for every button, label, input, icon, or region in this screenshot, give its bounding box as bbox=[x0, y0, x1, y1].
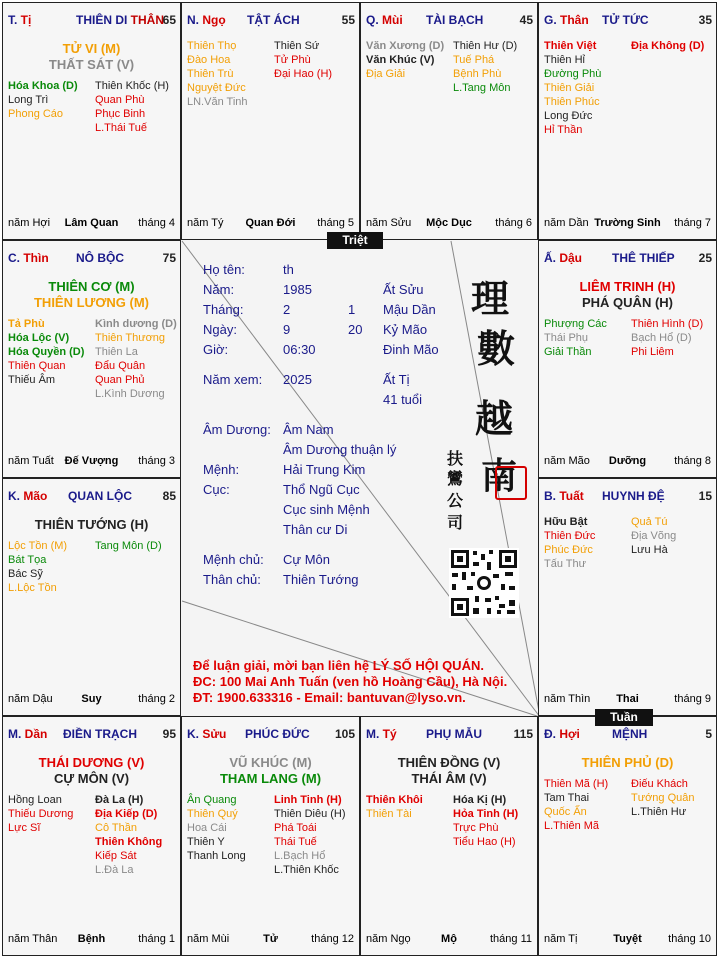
day-label: Ngày: bbox=[203, 322, 237, 337]
palace-cell bbox=[360, 716, 538, 956]
minor-star: Đào Hoa bbox=[187, 54, 231, 66]
minor-star: Thiên Y bbox=[187, 836, 225, 848]
palace-month: tháng 11 bbox=[489, 933, 532, 945]
palace-name: THIÊN DI THÂN bbox=[76, 13, 165, 27]
palace-branch: Đ. Hợi bbox=[544, 727, 580, 741]
palace-stage: Quan Đới bbox=[245, 217, 296, 229]
minor-star: Địa Kiếp (D) bbox=[95, 808, 158, 820]
main-stars bbox=[3, 41, 180, 73]
palace-name: TÀI BẠCH bbox=[426, 13, 484, 27]
minor-star: Địa Võng bbox=[631, 530, 677, 542]
palace-header bbox=[187, 13, 355, 29]
palace-year: năm Tý bbox=[187, 217, 224, 229]
minor-star: L.Thái Tuế bbox=[95, 122, 147, 134]
palace-cell bbox=[538, 716, 717, 956]
minor-star: Phong Cáo bbox=[8, 108, 64, 120]
minor-star: Điếu Khách bbox=[631, 778, 688, 790]
year-value: 1985 bbox=[283, 282, 312, 297]
minor-star: Đẩu Quân bbox=[95, 360, 146, 372]
cuc-value: Thổ Ngũ Cục bbox=[283, 482, 360, 497]
minor-star: Giải Thần bbox=[544, 346, 592, 358]
minor-star: L.Đà La bbox=[95, 864, 134, 876]
main-star: THÁI DƯƠNG (V) bbox=[38, 755, 145, 770]
palace-year: năm Dần bbox=[544, 217, 589, 229]
minor-star: Thái Phụ bbox=[544, 332, 589, 344]
stars-left bbox=[8, 79, 78, 121]
calligraphy-char-1: 理 bbox=[471, 276, 510, 321]
palace-footer bbox=[187, 217, 354, 231]
hour-can: Đinh Mão bbox=[383, 342, 439, 357]
minor-star: Thiên La bbox=[95, 346, 138, 358]
palace-name: TẬT ÁCH bbox=[247, 13, 300, 27]
stars-left bbox=[366, 39, 444, 81]
palace-year: năm Mão bbox=[544, 455, 590, 467]
palace-number: 85 bbox=[162, 489, 176, 503]
palace-name: PHỤ MẪU bbox=[426, 727, 482, 741]
footer-line-2: ĐC: 100 Mai Anh Tuấn (ven hồ Hoàng Cầu), Hà Nội. bbox=[193, 674, 508, 689]
palace-stage: Thai bbox=[616, 693, 639, 705]
minor-star: Hoa Cái bbox=[187, 822, 227, 834]
minor-star: Hóa Kị (H) bbox=[453, 794, 507, 806]
minor-star: Phá Toái bbox=[274, 822, 317, 834]
palace-month: tháng 1 bbox=[138, 933, 175, 945]
palace-branch: M. Dần bbox=[8, 727, 48, 741]
stars-right bbox=[631, 39, 704, 53]
palace-branch: Q. Mùi bbox=[366, 13, 403, 27]
minor-star: Thiên Sứ bbox=[274, 40, 320, 52]
palace-month: tháng 7 bbox=[674, 217, 711, 229]
palace-name: NÔ BỘC bbox=[76, 251, 124, 265]
minor-star: Tử Phù bbox=[274, 54, 311, 66]
minor-star: Văn Xương (D) bbox=[366, 40, 445, 52]
main-star: THẤT SÁT (V) bbox=[48, 57, 135, 72]
year-label: Năm: bbox=[203, 282, 235, 297]
minor-star: Hóa Khoa (D) bbox=[8, 80, 78, 92]
palace-header bbox=[8, 13, 176, 29]
minor-star: Cô Thần bbox=[95, 822, 137, 834]
minor-star: Đường Phù bbox=[544, 68, 602, 80]
stars-right bbox=[631, 317, 703, 359]
main-star: THIÊN PHỦ (D) bbox=[581, 755, 674, 770]
main-star: THIÊN LƯƠNG (M) bbox=[33, 295, 150, 310]
stars-left bbox=[544, 39, 601, 137]
palace-header bbox=[187, 727, 355, 743]
minor-star: Hóa Lộc (V) bbox=[8, 332, 70, 344]
than-cu-note: Thân cư Di bbox=[283, 522, 348, 537]
day-can: Kỷ Mão bbox=[383, 322, 428, 337]
palace-stage: Dưỡng bbox=[608, 455, 647, 467]
palace-footer bbox=[544, 455, 711, 469]
palace-header bbox=[544, 489, 712, 505]
minor-star: Thiên Việt bbox=[544, 40, 597, 52]
minor-star: Hóa Quyền (D) bbox=[8, 346, 85, 358]
stars-left bbox=[544, 515, 595, 571]
stars-left bbox=[187, 793, 246, 863]
menh-chu-label: Mệnh chủ: bbox=[203, 552, 264, 567]
stars-right bbox=[95, 793, 162, 877]
palace-footer bbox=[544, 217, 711, 231]
palace-footer bbox=[366, 933, 532, 947]
palace-year: năm Thìn bbox=[544, 693, 591, 705]
minor-star: L.Tang Môn bbox=[453, 82, 511, 94]
tuan-tag: Tuần bbox=[595, 709, 653, 726]
palace-name: HUYNH ĐỆ bbox=[602, 489, 665, 503]
palace-footer bbox=[544, 933, 711, 947]
main-star: THÁI ÂM (V) bbox=[411, 771, 487, 786]
minor-star: L.Lộc Tồn bbox=[8, 582, 57, 594]
palace-year: năm Tị bbox=[544, 933, 578, 945]
minor-star: Phi Liêm bbox=[631, 346, 674, 358]
day-lunar: 20 bbox=[348, 322, 363, 337]
palace-footer bbox=[8, 933, 175, 947]
palace-name: THÊ THIẾP bbox=[612, 251, 675, 265]
palace-month: tháng 9 bbox=[674, 693, 711, 705]
palace-header bbox=[366, 13, 533, 29]
palace-branch: M. Tý bbox=[366, 727, 397, 741]
palace-year: năm Tuất bbox=[8, 455, 54, 467]
minor-star: Thiên Hình (D) bbox=[631, 318, 704, 330]
main-star: CỰ MÔN (V) bbox=[53, 771, 130, 786]
minor-star: Nguyệt Đức bbox=[187, 82, 246, 94]
minor-star: Thiên Phúc bbox=[544, 96, 600, 108]
calligraphy-small-4: 司 bbox=[447, 513, 464, 532]
main-star: TỬ VI (M) bbox=[62, 41, 121, 56]
main-star: PHÁ QUÂN (H) bbox=[582, 295, 673, 310]
palace-number: 5 bbox=[705, 727, 712, 741]
minor-star: Tam Thai bbox=[544, 792, 590, 804]
palace-number: 75 bbox=[162, 251, 176, 265]
palace-cell bbox=[2, 2, 181, 240]
minor-star: Bát Tọa bbox=[8, 554, 47, 566]
minor-star: Bệnh Phù bbox=[453, 68, 502, 80]
menh-label: Mệnh: bbox=[203, 462, 240, 477]
than-chu-label: Thân chủ: bbox=[203, 572, 261, 587]
minor-star: Quan Phù bbox=[95, 94, 145, 106]
minor-star: Thiên Không bbox=[95, 836, 163, 848]
palace-stage: Tử bbox=[263, 933, 278, 945]
main-stars bbox=[361, 755, 537, 787]
palace-year: năm Dậu bbox=[8, 693, 53, 705]
palace-number: 55 bbox=[341, 13, 355, 27]
minor-star: Thiên Khốc (H) bbox=[95, 80, 169, 92]
palace-footer bbox=[8, 455, 175, 469]
palace-number: 65 bbox=[162, 13, 176, 27]
menh-chu-value: Cự Môn bbox=[283, 552, 330, 567]
minor-star: Thái Tuế bbox=[274, 836, 317, 848]
minor-star: Quan Phủ bbox=[95, 374, 145, 386]
minor-star: Long Trì bbox=[8, 94, 49, 106]
palace-cell bbox=[181, 716, 360, 956]
month-lunar: 1 bbox=[348, 302, 356, 317]
main-stars bbox=[182, 755, 359, 787]
month-can: Mậu Dần bbox=[383, 302, 436, 317]
minor-star: Thiên Diêu (H) bbox=[274, 808, 346, 820]
minor-star: Kình dương (D) bbox=[95, 318, 177, 330]
minor-star: Hữu Bật bbox=[544, 516, 588, 528]
cuc-note: Cục sinh Mệnh bbox=[283, 502, 370, 517]
palace-year: năm Mùi bbox=[187, 933, 230, 945]
minor-star: Phúc Đức bbox=[544, 544, 593, 556]
minor-star: Lưu Hà bbox=[631, 544, 668, 556]
minor-star: Quả Tú bbox=[631, 516, 668, 528]
minor-star: Thiên Trù bbox=[187, 68, 234, 80]
palace-stage: Trường Sinh bbox=[594, 217, 661, 229]
minor-star: Bác Sỹ bbox=[8, 568, 43, 580]
amduong-label: Âm Dương: bbox=[203, 422, 271, 437]
calligraphy-char-2: 數 bbox=[477, 326, 516, 371]
palace-header bbox=[544, 13, 712, 29]
palace-stage: Tuyệt bbox=[613, 933, 642, 945]
year-can: Ất Sửu bbox=[383, 282, 424, 297]
main-star: VŨ KHÚC (M) bbox=[229, 755, 312, 770]
minor-star: Lực Sĩ bbox=[8, 822, 41, 834]
minor-star: L.Thiên Hư bbox=[631, 806, 687, 818]
palace-year: năm Sửu bbox=[366, 217, 412, 229]
calligraphy-char-3: 越 bbox=[475, 396, 514, 441]
palace-number: 45 bbox=[519, 13, 533, 27]
minor-star: Thiên Mã (H) bbox=[544, 778, 609, 790]
palace-year: năm Hợi bbox=[8, 217, 51, 229]
minor-star: Thiên Hư (D) bbox=[453, 40, 518, 52]
calligraphy-char-4: 南 bbox=[481, 455, 518, 497]
minor-star: Hồng Loan bbox=[8, 794, 62, 806]
palace-cell bbox=[2, 716, 181, 956]
calligraphy-small-2: 鸞 bbox=[447, 469, 464, 488]
palace-header bbox=[8, 489, 176, 505]
minor-star: Ân Quang bbox=[187, 794, 237, 806]
minor-star: Văn Khúc (V) bbox=[366, 54, 435, 66]
minor-star: Phục Binh bbox=[95, 108, 146, 120]
minor-star: Địa Giải bbox=[366, 68, 406, 80]
stars-right bbox=[631, 777, 695, 819]
stars-right bbox=[453, 793, 518, 849]
palace-number: 25 bbox=[698, 251, 712, 265]
main-star: THAM LANG (M) bbox=[219, 771, 322, 786]
palace-branch: K. Sửu bbox=[187, 727, 227, 741]
palace-footer bbox=[544, 693, 711, 707]
minor-star: L.Kình Dương bbox=[95, 388, 165, 400]
stars-left bbox=[544, 317, 607, 359]
red-seal bbox=[495, 466, 527, 500]
stars-left bbox=[187, 39, 248, 109]
palace-cell bbox=[181, 2, 360, 240]
palace-footer bbox=[187, 933, 354, 947]
palace-branch: B. Tuất bbox=[544, 489, 584, 503]
main-star: THIÊN ĐỒNG (V) bbox=[397, 755, 501, 770]
palace-month: tháng 10 bbox=[668, 933, 711, 945]
minor-star: Long Đức bbox=[544, 110, 593, 122]
minor-star: LN.Văn Tinh bbox=[187, 96, 248, 108]
hour-label: Giờ: bbox=[203, 342, 229, 357]
than-chu-value: Thiên Tướng bbox=[283, 572, 359, 587]
stars-right bbox=[453, 39, 517, 95]
palace-footer bbox=[8, 693, 175, 707]
palace-name: PHÚC ĐỨC bbox=[245, 727, 310, 741]
minor-star: Linh Tinh (H) bbox=[274, 794, 342, 806]
main-stars bbox=[3, 279, 180, 311]
palace-month: tháng 8 bbox=[674, 455, 711, 467]
palace-cell bbox=[538, 2, 717, 240]
minor-star: Tang Môn (D) bbox=[95, 540, 162, 552]
minor-star: Thiên Quý bbox=[187, 808, 238, 820]
palace-number: 15 bbox=[698, 489, 712, 503]
palace-name: MỆNH bbox=[612, 727, 648, 741]
main-stars bbox=[3, 517, 180, 533]
view-year-value: 2025 bbox=[283, 372, 312, 387]
triet-tag: Triệt bbox=[327, 232, 383, 249]
day-value: 9 bbox=[283, 322, 291, 337]
view-year-label: Năm xem: bbox=[203, 372, 263, 387]
palace-number: 35 bbox=[698, 13, 712, 27]
minor-star: Kiếp Sát bbox=[95, 850, 137, 862]
amduong-value: Âm Nam bbox=[283, 422, 334, 437]
minor-star: Hỏa Tinh (H) bbox=[453, 808, 519, 820]
palace-month: tháng 5 bbox=[317, 217, 354, 229]
center-info bbox=[181, 240, 538, 716]
minor-star: Phượng Các bbox=[544, 318, 607, 330]
palace-month: tháng 12 bbox=[311, 933, 354, 945]
palace-branch: C. Thìn bbox=[8, 251, 49, 265]
minor-star: L.Thiên Khốc bbox=[274, 864, 339, 876]
palace-cell bbox=[538, 478, 717, 716]
age-value: 41 tuổi bbox=[383, 392, 423, 407]
main-star: THIÊN TƯỚNG (H) bbox=[34, 517, 149, 532]
month-label: Tháng: bbox=[203, 302, 244, 317]
minor-star: Thiên Đức bbox=[544, 530, 596, 542]
palace-year: năm Thân bbox=[8, 933, 58, 945]
name-value: th bbox=[283, 262, 294, 277]
stars-right bbox=[95, 79, 169, 135]
palace-number: 115 bbox=[513, 727, 533, 741]
palace-footer bbox=[8, 217, 175, 231]
palace-cell bbox=[2, 478, 181, 716]
palace-month: tháng 2 bbox=[138, 693, 175, 705]
palace-month: tháng 4 bbox=[138, 217, 175, 229]
palace-stage: Lâm Quan bbox=[64, 217, 119, 229]
palace-stage: Đế Vượng bbox=[64, 455, 119, 467]
palace-cell bbox=[2, 240, 181, 478]
minor-star: Tiểu Hao (H) bbox=[453, 836, 516, 848]
calligraphy-small-1: 扶 bbox=[447, 449, 464, 468]
stars-right bbox=[95, 539, 162, 553]
palace-header bbox=[366, 727, 533, 743]
minor-star: Đà La (H) bbox=[95, 794, 144, 806]
palace-stage: Bệnh bbox=[77, 933, 106, 945]
minor-star: L.Bạch Hổ bbox=[274, 850, 326, 862]
palace-stage: Mộ bbox=[441, 933, 457, 945]
minor-star: Hỉ Thần bbox=[544, 124, 583, 136]
view-year-can: Ất Tị bbox=[383, 372, 410, 387]
palace-branch: N. Ngọ bbox=[187, 13, 226, 27]
palace-header bbox=[8, 727, 176, 743]
footer-line-3: ĐT: 1900.633316 - Email: bantuvan@lyso.vn. bbox=[193, 690, 466, 705]
palace-stage: Mộc Dục bbox=[426, 217, 472, 229]
palace-footer bbox=[366, 217, 532, 231]
minor-star: Thiên Quan bbox=[8, 360, 66, 372]
palace-header bbox=[544, 251, 712, 267]
palace-number: 95 bbox=[162, 727, 176, 741]
name-label: Họ tên: bbox=[203, 262, 245, 277]
palace-name: ĐIỀN TRẠCH bbox=[63, 727, 137, 741]
main-stars bbox=[539, 279, 716, 311]
minor-star: Thiếu Dương bbox=[8, 808, 74, 820]
palace-number: 105 bbox=[334, 727, 355, 741]
stars-left bbox=[544, 777, 608, 833]
minor-star: Thanh Long bbox=[187, 850, 246, 862]
minor-star: Tấu Thư bbox=[544, 558, 587, 570]
minor-star: Thiên Giải bbox=[544, 82, 595, 94]
minor-star: Trực Phù bbox=[453, 822, 499, 834]
stars-left bbox=[8, 793, 73, 835]
footer-line-1: Để luận giải, mời bạn liên hệ LÝ SỐ HỘI QUÁN. bbox=[193, 658, 484, 673]
stars-left bbox=[366, 793, 423, 821]
palace-month: tháng 3 bbox=[138, 455, 175, 467]
palace-year: năm Ngọ bbox=[366, 933, 411, 945]
qr-code bbox=[449, 548, 519, 618]
calligraphy-small-3: 公 bbox=[447, 491, 464, 510]
minor-star: Tuế Phá bbox=[453, 54, 495, 66]
minor-star: Bạch Hổ (D) bbox=[631, 332, 692, 344]
stars-left bbox=[8, 317, 84, 387]
palace-branch: G. Thân bbox=[544, 13, 589, 27]
main-star: LIÊM TRINH (H) bbox=[579, 279, 676, 294]
minor-star: Thiên Thương bbox=[95, 332, 166, 344]
palace-name: QUAN LỘC bbox=[68, 489, 132, 503]
minor-star: Thiên Hỉ bbox=[544, 54, 585, 66]
stars-right bbox=[274, 39, 332, 81]
menh-value: Hải Trung Kim bbox=[283, 462, 366, 477]
palace-name: TỬ TỨC bbox=[602, 13, 649, 27]
palace-header bbox=[8, 251, 176, 267]
main-stars bbox=[539, 755, 716, 771]
stars-right bbox=[274, 793, 346, 877]
month-value: 2 bbox=[283, 302, 291, 317]
palace-header bbox=[544, 727, 712, 743]
minor-star: L.Thiên Mã bbox=[544, 820, 600, 832]
palace-cell bbox=[360, 2, 538, 240]
minor-star: Thiếu Âm bbox=[8, 374, 56, 386]
palace-branch: T. Tị bbox=[8, 13, 32, 27]
stars-right bbox=[95, 317, 177, 401]
minor-star: Lộc Tồn (M) bbox=[8, 540, 68, 552]
minor-star: Tả Phù bbox=[8, 318, 45, 330]
hour-value: 06:30 bbox=[283, 342, 316, 357]
palace-branch: K. Mão bbox=[8, 489, 48, 503]
amduong-note: Âm Dương thuận lý bbox=[283, 442, 397, 457]
minor-star: Quốc Ấn bbox=[544, 806, 587, 818]
palace-branch: Ấ. Dậu bbox=[544, 251, 583, 265]
minor-star: Địa Không (D) bbox=[631, 40, 705, 52]
minor-star: Thiên Tài bbox=[366, 808, 412, 820]
main-stars bbox=[3, 755, 180, 787]
palace-cell bbox=[538, 240, 717, 478]
stars-left bbox=[8, 539, 67, 595]
minor-star: Đại Hao (H) bbox=[274, 68, 333, 80]
minor-star: Tướng Quân bbox=[631, 792, 695, 804]
main-star: THIÊN CƠ (M) bbox=[48, 279, 135, 294]
palace-month: tháng 6 bbox=[495, 217, 532, 229]
cuc-label: Cục: bbox=[203, 482, 230, 497]
palace-stage: Suy bbox=[81, 693, 102, 705]
minor-star: Thiên Khôi bbox=[366, 794, 423, 806]
stars-right bbox=[631, 515, 676, 557]
minor-star: Thiên Thọ bbox=[187, 40, 237, 52]
